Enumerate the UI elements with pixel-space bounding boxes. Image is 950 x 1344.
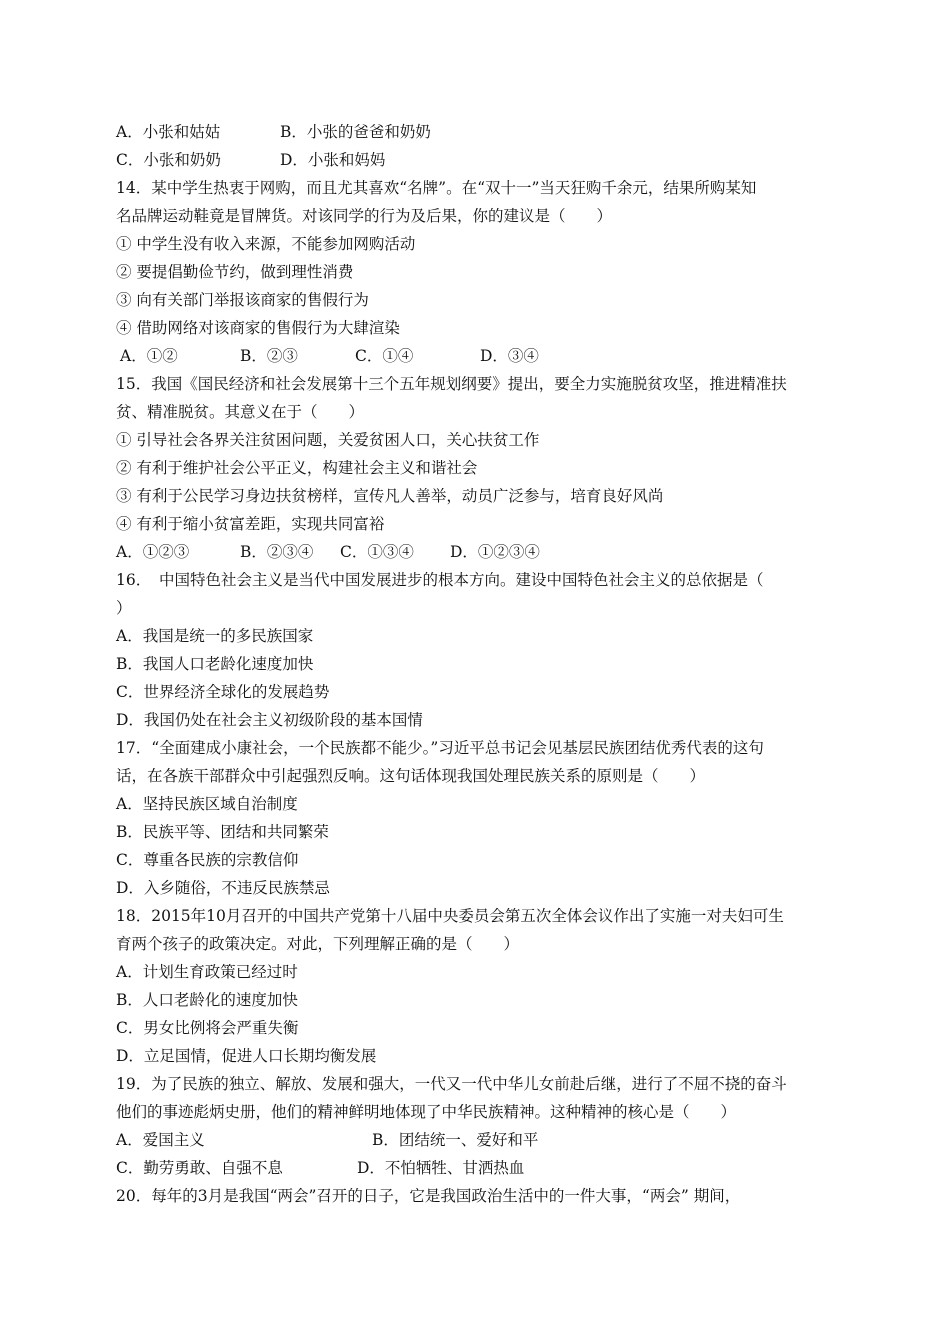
q13-option-b: B．小张的爸爸和奶奶 (280, 123, 431, 141)
q13-option-a: A．小张和姑姑 (116, 123, 221, 141)
q17-option-c: C．尊重各民族的宗教信仰 (116, 851, 299, 869)
q14-item-2: ② 要提倡勤俭节约，做到理性消费 (116, 263, 354, 281)
q14-stem-line-2: 名品牌运动鞋竟是冒牌货。对该同学的行为及后果，你的建议是（ ） (116, 207, 613, 225)
q14-item-3: ③ 向有关部门举报该商家的售假行为 (116, 291, 369, 309)
q14-stem-line-1: 14．某中学生热衷于网购，而且尤其喜欢“名牌”。在“双十一”当天狂购千余元，结果所购某知 (116, 179, 757, 197)
q13-option-c: C．小张和奶奶 (116, 151, 221, 169)
q15-stem-line-2: 贫、精准脱贫。其意义在于（ ） (116, 403, 365, 421)
q14-option-b: B．②③ (240, 347, 298, 365)
q15-option-b: B．②③④ (240, 543, 314, 561)
q19-option-d: D．不怕牺牲、甘洒热血 (357, 1159, 525, 1177)
q17-option-d: D．入乡随俗，不违反民族禁忌 (116, 879, 330, 897)
q15-item-4: ④ 有利于缩小贫富差距，实现共同富裕 (116, 515, 385, 533)
q19-stem-line-1: 19．为了民族的独立、解放、发展和强大，一代又一代中华儿女前赴后继，进行了不屈不挠的奋斗 (116, 1075, 787, 1093)
q16-stem-line-2: ） (116, 599, 132, 617)
q15-option-c: C．①③④ (340, 543, 414, 561)
q16-option-a: A．我国是统一的多民族国家 (116, 627, 314, 645)
q18-stem-line-1: 18．2015年10月召开的中国共产党第十八届中央委员会第五次全体会议作出了实施一对夫妇可生 (116, 907, 784, 925)
q14-option-c: C．①④ (355, 347, 414, 365)
q14-option-d: D．③④ (480, 347, 539, 365)
q18-option-a: A．计划生育政策已经过时 (116, 963, 298, 981)
q18-option-b: B．人口老龄化的速度加快 (116, 991, 298, 1009)
q18-option-c: C．男女比例将会严重失衡 (116, 1019, 299, 1037)
q16-option-d: D．我国仍处在社会主义初级阶段的基本国情 (116, 711, 423, 729)
q14-option-a: A．①② (120, 347, 178, 365)
q15-option-a: A．①②③ (116, 543, 190, 561)
q15-option-d: D．①②③④ (450, 543, 540, 561)
q20-stem-line-1: 20．每年的3月是我国“两会”召开的日子，它是我国政治生活中的一件大事，“两会” 期间， (116, 1187, 741, 1205)
q15-item-2: ② 有利于维护社会公平正义，构建社会主义和谐社会 (116, 459, 478, 477)
q17-option-a: A．坚持民族区域自治制度 (116, 795, 298, 813)
q15-item-3: ③ 有利于公民学习身边扶贫榜样，宣传凡人善举，动员广泛参与，培育良好风尚 (116, 487, 664, 505)
q17-stem-line-1: 17．“全面建成小康社会，一个民族都不能少。”习近平总书记会见基层民族团结优秀代表的这句 (116, 739, 764, 757)
q16-option-c: C．世界经济全球化的发展趋势 (116, 683, 330, 701)
q14-item-1: ① 中学生没有收入来源，不能参加网购活动 (116, 235, 416, 253)
q19-option-b: B．团结统一、爱好和平 (372, 1131, 539, 1149)
q19-stem-line-2: 他们的事迹彪炳史册，他们的精神鲜明地体现了中华民族精神。这种精神的核心是（ ） (116, 1103, 737, 1121)
q16-stem-line-1: 16． 中国特色社会主义是当代中国发展进步的根本方向。建设中国特色社会主义的总依据是（ (116, 571, 764, 589)
q13-option-d: D．小张和妈妈 (280, 151, 386, 169)
q14-item-4: ④ 借助网络对该商家的售假行为大肆渲染 (116, 319, 400, 337)
q18-option-d: D．立足国情，促进人口长期均衡发展 (116, 1047, 377, 1065)
q19-option-a: A．爱国主义 (116, 1131, 205, 1149)
q15-item-1: ① 引导社会各界关注贫困问题，关爱贫困人口，关心扶贫工作 (116, 431, 540, 449)
q17-stem-line-2: 话，在各族干部群众中引起强烈反响。这句话体现我国处理民族关系的原则是（ ） (116, 767, 706, 785)
q19-option-c: C．勤劳勇敢、自强不息 (116, 1159, 283, 1177)
q17-option-b: B．民族平等、团结和共同繁荣 (116, 823, 329, 841)
q18-stem-line-2: 育两个孩子的政策决定。对此，下列理解正确的是（ ） (116, 935, 520, 953)
q16-option-b: B．我国人口老龄化速度加快 (116, 655, 314, 673)
q15-stem-line-1: 15．我国《国民经济和社会发展第十三个五年规划纲要》提出，要全力实施脱贫攻坚，推进精准扶 (116, 375, 787, 393)
